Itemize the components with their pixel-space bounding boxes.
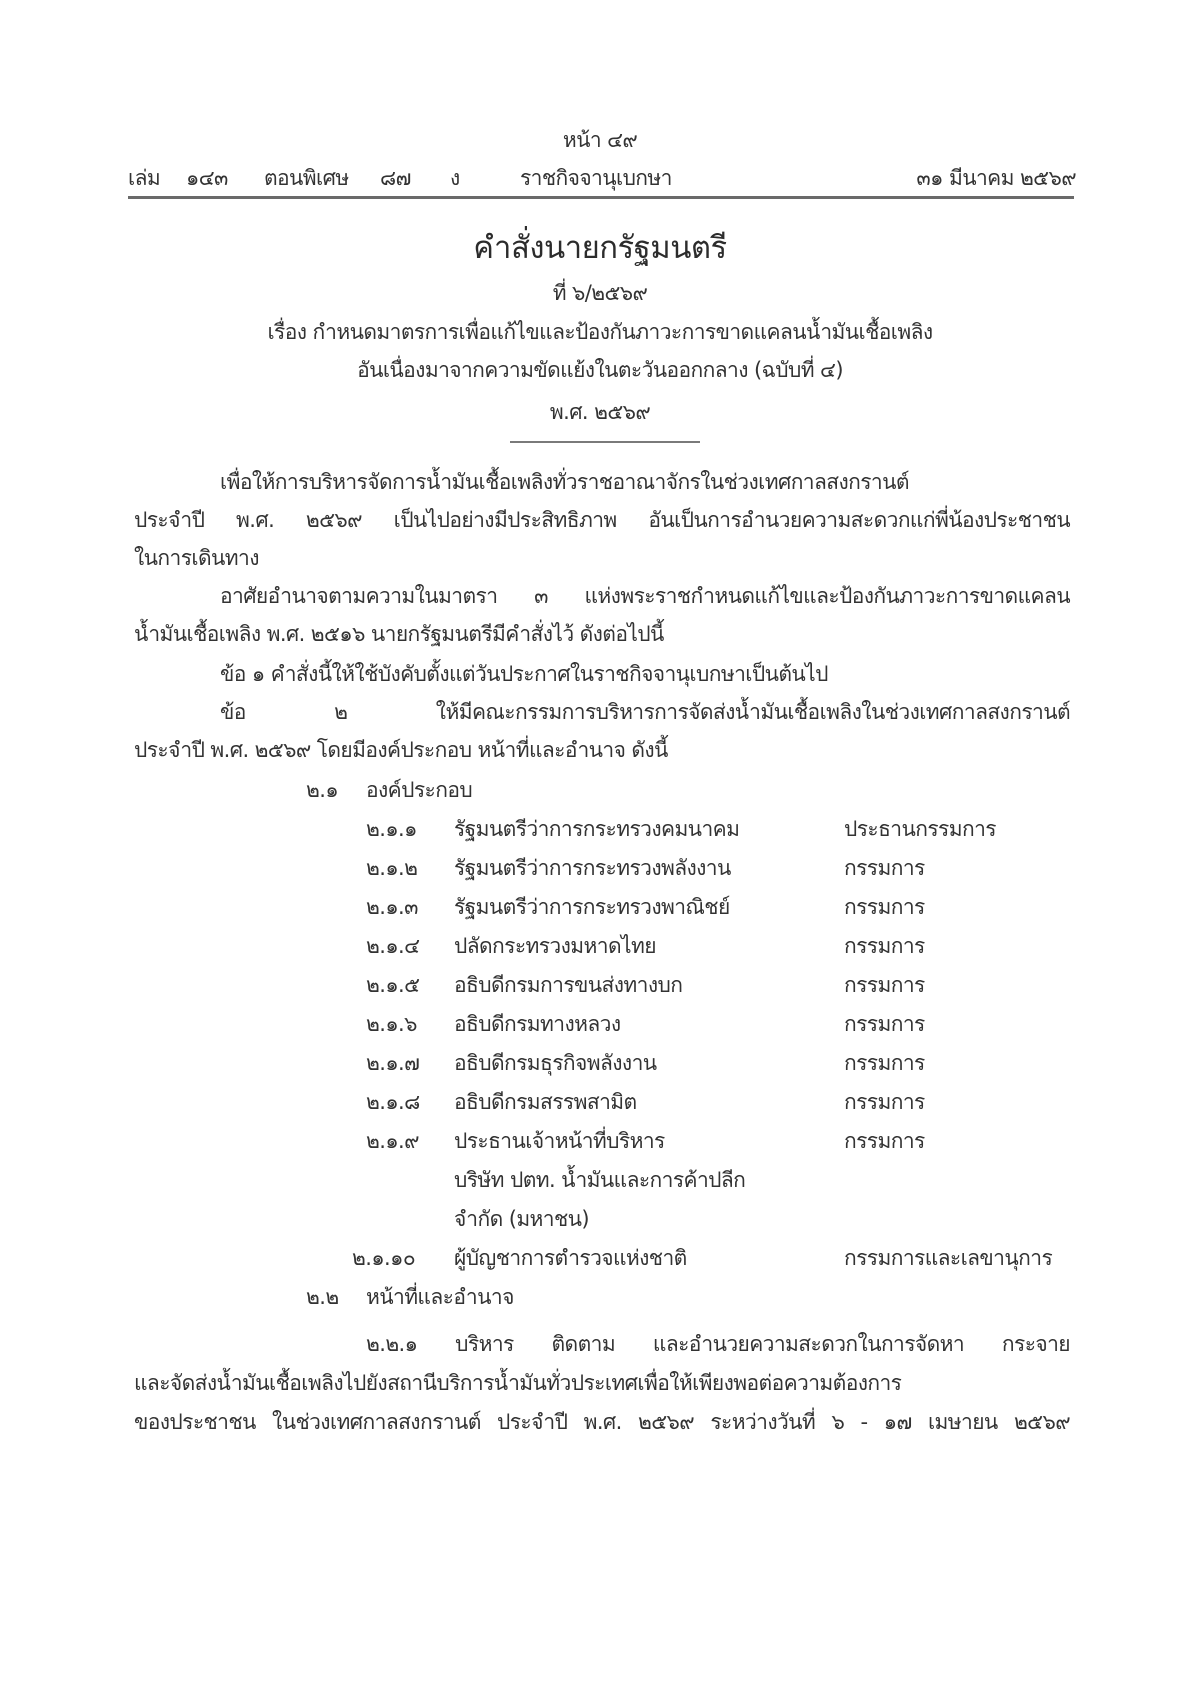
member-number: ๒.๑.๓	[366, 895, 418, 919]
clause-1: ข้อ ๑ คำสั่งนี้ให้ใช้บังคับตั้งแต่วันประกาศในราชกิจจานุเบกษาเป็นต้นไป	[220, 662, 828, 686]
member-name: ผู้บัญชาการตำรวจแห่งชาติ	[454, 1246, 687, 1270]
clause-2: ข้อ ๒ ให้มีคณะกรรมการบริหารการจัดส่งน้ำมันเชื้อเพลิงในช่วงเทศกาลสงกรานต์	[220, 700, 1070, 724]
preamble-line: ประจำปี พ.ศ. ๒๕๖๙ เป็นไปอย่างมีประสิทธิภาพ อันเป็นการอำนวยความสะดวกแก่พี่น้องประชาชน	[134, 508, 1070, 532]
member-role: กรรมการ	[844, 934, 925, 958]
member-role: กรรมการ	[844, 1051, 925, 1075]
subsection-title: องค์ประกอบ	[366, 778, 473, 802]
member-role: กรรมการ	[844, 1012, 925, 1036]
page-number: หน้า ๔๙	[562, 128, 638, 152]
member-number: ๒.๑.๕	[366, 973, 420, 997]
member-role: กรรมการ	[844, 1090, 925, 1114]
member-name-continued: บริษัท ปตท. น้ำมันและการค้าปลีก	[454, 1168, 746, 1192]
member-name: รัฐมนตรีว่าการกระทรวงคมนาคม	[454, 817, 740, 841]
member-name: รัฐมนตรีว่าการกระทรวงพาณิชย์	[454, 895, 730, 919]
subject-line-1: เรื่อง กำหนดมาตรการเพื่อแก้ไขและป้องกันภาวะการขาดแคลนน้ำมันเชื้อเพลิง	[267, 320, 933, 344]
member-role: กรรมการ	[844, 973, 925, 997]
authority-line: อาศัยอำนาจตามความในมาตรา ๓ แห่งพระราชกำหนดแก้ไขและป้องกันภาวะการขาดแคลน	[220, 584, 1070, 608]
publication-date: ๓๑ มีนาคม ๒๕๖๙	[916, 166, 1076, 190]
subsection-number: ๒.๒	[306, 1285, 339, 1309]
member-name: ปลัดกระทรวงมหาดไทย	[454, 934, 656, 958]
preamble-line: เพื่อให้การบริหารจัดการน้ำมันเชื้อเพลิงทั่วราชอาณาจักรในช่วงเทศกาลสงกรานต์	[220, 470, 909, 494]
member-number: ๒.๑.๖	[366, 1012, 417, 1036]
member-role: กรรมการ	[844, 895, 925, 919]
member-name: อธิบดีกรมการขนส่งทางบก	[454, 973, 683, 997]
member-name: อธิบดีกรมสรรพสามิต	[454, 1090, 637, 1114]
duty-line: และจัดส่งน้ำมันเชื้อเพลิงไปยังสถานีบริการน้ำมันทั่วประเทศเพื่อให้เพียงพอต่อความต้องการ	[134, 1371, 902, 1395]
authority-line: น้ำมันเชื้อเพลิง พ.ศ. ๒๕๑๖ นายกรัฐมนตรีมีคำสั่งไว้ ดังต่อไปนี้	[134, 622, 664, 646]
publication-name: ราชกิจจานุเบกษา	[520, 166, 672, 190]
member-name: อธิบดีกรมทางหลวง	[454, 1012, 621, 1036]
section-number: ๘๗	[380, 166, 411, 190]
subsection-number: ๒.๑	[306, 778, 339, 802]
document-title: คำสั่งนายกรัฐมนตรี	[473, 230, 727, 266]
duty-line: ๒.๒.๑ บริหาร ติดตาม และอำนวยความสะดวกในการจัดหา กระจาย	[366, 1332, 1070, 1356]
member-name-continued: จำกัด (มหาชน)	[454, 1207, 589, 1231]
volume-number: ๑๔๓	[186, 166, 228, 190]
member-number: ๒.๑.๙	[366, 1129, 419, 1153]
order-number: ที่ ๖/๒๕๖๙	[552, 281, 648, 305]
member-number: ๒.๑.๒	[366, 856, 418, 880]
member-name: รัฐมนตรีว่าการกระทรวงพลังงาน	[454, 856, 731, 880]
member-role: กรรมการและเลขานุการ	[844, 1246, 1053, 1270]
subsection-title: หน้าที่และอำนาจ	[366, 1285, 514, 1309]
member-number: ๒.๑.๑๐	[352, 1246, 416, 1270]
member-role: กรรมการ	[844, 856, 925, 880]
member-number: ๒.๑.๔	[366, 934, 420, 958]
document-year: พ.ศ. ๒๕๖๙	[549, 400, 651, 424]
subject-line-2: อันเนื่องมาจากความขัดแย้งในตะวันออกกลาง (ฉบับที่ ๔)	[357, 358, 843, 382]
member-number: ๒.๑.๗	[366, 1051, 420, 1075]
section-label: ตอนพิเศษ	[264, 166, 349, 190]
member-role: ประธานกรรมการ	[844, 817, 996, 841]
duty-line: ของประชาชน ในช่วงเทศกาลสงกรานต์ ประจำปี พ.ศ. ๒๕๖๙ ระหว่างวันที่ ๖ - ๑๗ เมษายน ๒๕๖๙	[134, 1410, 1070, 1434]
member-name: ประธานเจ้าหน้าที่บริหาร	[454, 1129, 665, 1153]
member-role: กรรมการ	[844, 1129, 925, 1153]
clause-2: ประจำปี พ.ศ. ๒๕๖๙ โดยมีองค์ประกอบ หน้าที่และอำนาจ ดังนี้	[134, 738, 668, 762]
member-name: อธิบดีกรมธุรกิจพลังงาน	[454, 1051, 657, 1075]
section-type: ง	[450, 166, 460, 190]
member-number: ๒.๑.๘	[366, 1090, 420, 1114]
heading-divider	[510, 441, 700, 443]
member-number: ๒.๑.๑	[366, 817, 417, 841]
volume-label: เล่ม	[128, 166, 161, 190]
header-divider	[128, 196, 1074, 199]
preamble-line: ในการเดินทาง	[134, 546, 259, 570]
